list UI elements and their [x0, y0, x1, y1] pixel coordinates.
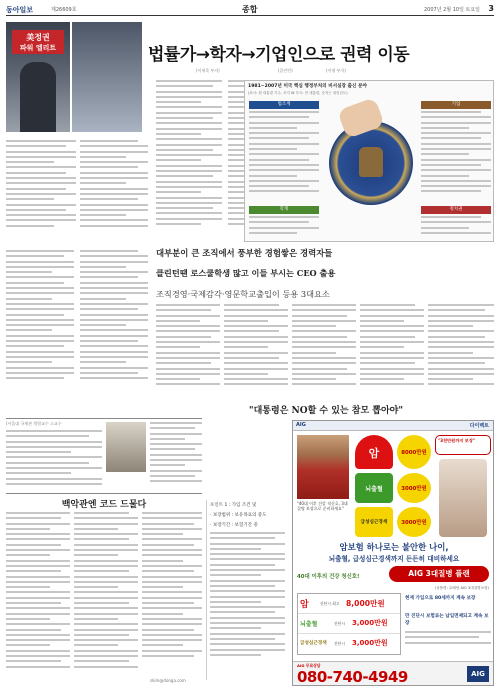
column-col-1 [6, 512, 70, 682]
chart-list-academia [249, 216, 319, 240]
photo-strip [72, 22, 142, 132]
presidential-seal [329, 121, 413, 205]
chart-header-politics: 정치권 [421, 206, 491, 214]
chart-note: (표시: 원 대통령 기수, 조지 W 부시: 현 대통령, 숫자는 취임년도) [248, 91, 348, 95]
byline-2: (클린턴) [278, 68, 293, 73]
ad-amount-1: 8000만원 [401, 450, 427, 456]
ad-pill-heart-label: 급성심근경색 [360, 520, 388, 525]
ad-brand-top: AIG [296, 422, 306, 428]
article-col-1 [6, 140, 76, 240]
kicker-line-1: 美정권 [26, 33, 50, 42]
subhead-1: 대부분이 큰 조직에서 풍부한 경험쌓은 경력자들 [156, 248, 333, 258]
ad-row-amount: 3,000만원 [352, 619, 388, 627]
ad-row-name: 급성심근경색 [300, 641, 327, 646]
article-col-12 [428, 304, 494, 394]
ad-row-label: 진단시 [334, 621, 346, 626]
side-item-2: · 보장범위 : 보유목표의 중도 [210, 513, 267, 518]
ad-amount-2: 3000만원 [401, 486, 427, 492]
issue-date: 2007년 2월 10일 토요일 [423, 7, 480, 13]
ad-badge: AIG 3대질병 플랜 [389, 566, 489, 582]
column-col-3 [142, 512, 202, 672]
byline-3: (이명 부자) [326, 68, 346, 73]
ad-bullet-1: 현재 가입으로 80세까지 계속 보장 [405, 596, 476, 601]
ad-pill-stroke [355, 473, 393, 503]
side-item-1: 포인트 1 : 가입 조건 및 [210, 503, 257, 508]
ad-pill-stroke-label: 뇌출혈 [365, 486, 383, 493]
ad-row-amount: 3,000만원 [352, 639, 388, 647]
chart-header-law: 법조계 [249, 101, 319, 109]
section-name: 종합 [242, 5, 258, 14]
aig-advertisement[interactable] [292, 420, 494, 686]
side-list-text [207, 530, 288, 670]
chart-header-academia: 학계 [249, 206, 319, 214]
chart-title: 1981~2007년 미국 핵심 행정부처의 비서실장 출신 분야 [248, 84, 367, 89]
article-col-3 [156, 80, 222, 240]
lead-photo [6, 22, 70, 132]
ad-fineprint [405, 631, 491, 655]
ad-badge-lead: 40대 이후의 건강 청신호! [297, 574, 360, 580]
photo-figure [20, 62, 56, 132]
interview-col-2 [150, 422, 202, 492]
chart-box [244, 80, 494, 242]
byline-1: (이세목 부자) [196, 68, 220, 73]
article-col-8 [156, 304, 220, 394]
ad-pill-cancer-label: 암 [368, 447, 380, 460]
divider-column [6, 493, 202, 494]
chart-list-politics [421, 216, 491, 240]
article-col-2 [80, 140, 148, 240]
ad-row-name: 뇌출혈 [300, 621, 318, 628]
seal-eagle [359, 147, 383, 177]
ad-pill-heart [355, 507, 393, 537]
ad-phone-bar[interactable] [293, 661, 493, 685]
column-headline: 백악관엔 코드 드물다 [61, 500, 147, 510]
chart-list-business [421, 111, 491, 201]
ad-amount-circle-1 [397, 435, 431, 469]
interview-byline: (서울대 국제관 객원교수 스교수 [6, 421, 62, 426]
article-col-9 [224, 304, 288, 394]
column-col-2 [74, 512, 138, 682]
kicker-box [12, 30, 64, 54]
lead-headline: 법률가→학자→기업인으로 권력 이동 [148, 45, 410, 65]
columnist-photo [106, 422, 146, 472]
ad-badge-note: (상품명: 무배당 AIG 3대질병보험) [434, 586, 489, 590]
ad-row-label: 진단시 최고 [320, 601, 340, 606]
interview-headline: "대통령은 NO할 수 있는 참모 뽑아야" [248, 406, 404, 416]
ad-coverage-table [297, 593, 401, 655]
ad-phone-number[interactable]: 080-740-4949 [297, 668, 408, 686]
article-col-11 [360, 304, 424, 394]
ad-right-bubble: "3천만원까지 보장" [435, 435, 491, 455]
page-number: 3 [488, 4, 494, 13]
ad-amount-circle-2 [397, 473, 431, 503]
ad-row-name: 암 [300, 600, 309, 610]
ad-brand-tag: 다이렉트 [469, 423, 489, 429]
issue-number: 제26609호 [51, 7, 77, 13]
ad-top-band [293, 421, 493, 431]
article-col-6 [6, 250, 74, 390]
side-list [206, 500, 288, 680]
chart-header-business: 기업 [421, 101, 491, 109]
interview-col-1 [6, 430, 102, 492]
ad-bubble-text: "40대 이후 건강 적신호, 3대질병 보장으로 준비하세요" [297, 501, 348, 511]
ad-row-label: 진단시 [334, 641, 346, 646]
kicker-line-2: 파워 엘리트 [19, 44, 57, 52]
ad-phone-label: AIG 무료상담 [297, 663, 321, 668]
ad-amount-circle-3 [397, 507, 431, 537]
ad-model-photo [297, 435, 349, 499]
aig-logo: AIG [467, 666, 489, 682]
ad-headline-2: 뇌출혈, 급성심근경색까지 든든히 대비하세요 [328, 555, 460, 563]
ad-coverage-row [298, 594, 400, 614]
column-email: skim@donga.com [150, 678, 186, 683]
subhead-2: 클린턴땐 로스쿨학생 많고 이들 부시는 CEO 출용 [156, 268, 336, 278]
ad-amount-3: 3000만원 [401, 520, 427, 526]
ad-coverage-row [298, 634, 400, 654]
paper-name: 동아일보 [6, 6, 34, 14]
article-col-7 [80, 250, 148, 390]
ad-headline-1: 암보험 하나로는 불안한 나이, [339, 542, 449, 552]
ad-coverage-row [298, 614, 400, 634]
chart-list-law [249, 111, 319, 201]
article-col-10 [292, 304, 356, 394]
ad-row-amount: 8,000만원 [346, 599, 385, 608]
ad-badge-row [297, 566, 491, 586]
subhead-3: 조직경영·국제감각·영문학교출입이 등용 3대요소 [156, 289, 330, 299]
side-item-3: · 보장기간 : 보험기간 중 [210, 523, 258, 528]
masthead [6, 4, 494, 16]
ad-bullet-2: 만 진단시 보험료는 납입면제되고 계속 보장 [405, 614, 489, 626]
ad-couple-photo [439, 459, 487, 537]
ad-pill-cancer [355, 435, 393, 469]
divider-interview [6, 418, 202, 419]
